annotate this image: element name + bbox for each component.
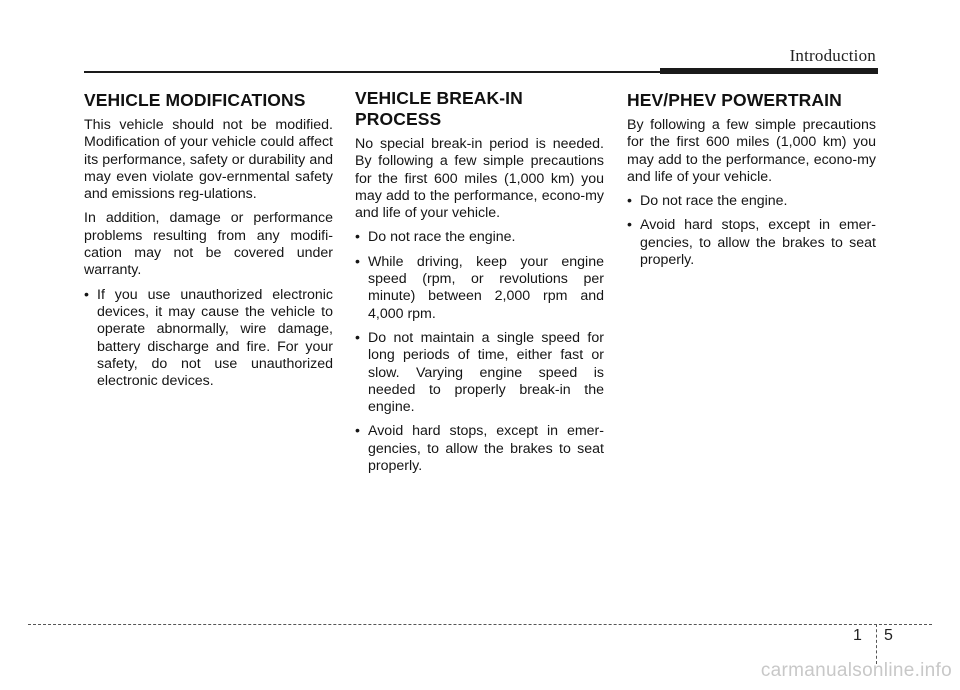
page-number-divider <box>876 624 877 664</box>
section-heading: VEHICLE MODIFICATIONS <box>84 90 306 110</box>
section-heading-line: VEHICLE BREAK-IN <box>355 88 523 108</box>
bullet-item: • Avoid hard stops, except in emer-gencies, to allow the brakes to seat properly. <box>627 217 876 269</box>
bullet-item: • Avoid hard stops, except in emer-gencies, to allow the brakes to seat properly. <box>355 423 604 475</box>
bullet-item: • While driving, keep your engine speed (rpm, or revolutions per minute) between 2,000 rpm and 4,000 rpm. <box>355 254 604 323</box>
column-vehicle-break-in <box>355 88 604 482</box>
bullet-list <box>84 287 333 391</box>
column-hev-phev-powertrain <box>627 88 876 276</box>
bullet-item: • Do not race the engine. <box>627 193 876 210</box>
header-title: Introduction <box>789 46 876 65</box>
header-rule-accent <box>660 68 878 74</box>
paragraph: In addition, damage or performance problems resulting from any modifi-cation may not be covered under warranty. <box>84 210 333 279</box>
section-heading: HEV/PHEV POWERTRAIN <box>627 90 842 110</box>
watermark: carmanualsonline.info <box>760 660 952 681</box>
footer-rule <box>28 624 932 625</box>
column-vehicle-modifications <box>84 88 333 397</box>
bullet-item: • Do not maintain a single speed for long periods of time, either fast or slow. Varying engine speed is needed to properly break-in the engine. <box>355 330 604 416</box>
paragraph: This vehicle should not be modified. Modification of your vehicle could affect its performance, safety or durability and may even violate gov-ernmental safety and emissions reg-ulations. <box>84 117 333 203</box>
bullet-item: • Do not race the engine. <box>355 229 604 246</box>
section-heading-line: PROCESS <box>355 109 442 129</box>
section-heading <box>355 88 604 130</box>
paragraph: No special break-in period is needed. By following a few simple precautions for the first 600 miles (1,000 km) you may add to the performance, econo-my and life of your vehicle. <box>355 136 604 222</box>
header-rule <box>84 71 664 73</box>
chapter-number: 1 <box>853 627 862 644</box>
page-number: 5 <box>884 627 893 644</box>
bullet-list <box>355 229 604 475</box>
paragraph: By following a few simple precautions for the first 600 miles (1,000 km) you may add to the performance, econo-my and life of your vehicle. <box>627 117 876 185</box>
bullet-item: • If you use unauthorized electronic devices, it may cause the vehicle to operate abnormally, wire damage, battery discharge and fire. For your safety, do not use unauthorized electronic devices. <box>84 287 333 391</box>
bullet-list <box>627 193 876 269</box>
